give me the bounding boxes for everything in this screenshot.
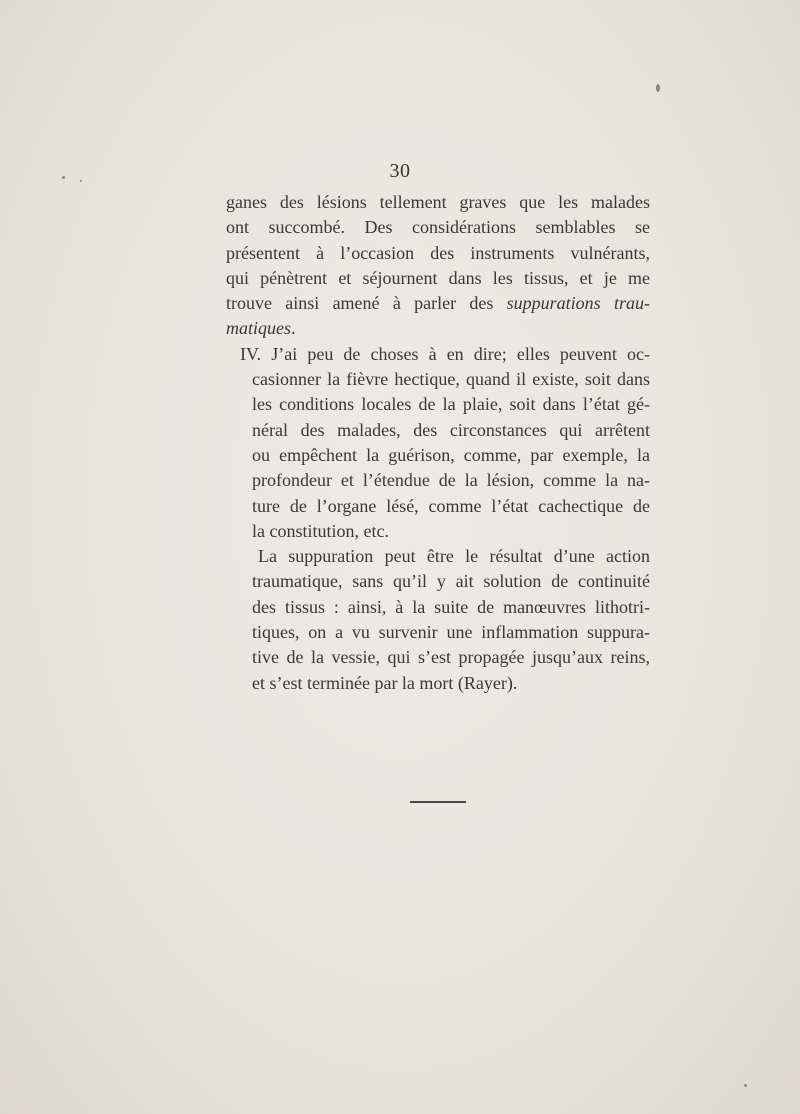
paragraph-3 [226,544,650,696]
text-line: trouve ainsi amené à parler des suppurations trau- [226,293,650,314]
text-line: qui pénètrent et séjournent dans les tissus, et je me [226,267,650,288]
paper-speck [656,84,660,92]
text-line: présentent à l’occasion des instruments vulnérants, [226,242,650,263]
text-line: IV. J’ai peu de choses à en dire; elles peuvent oc- [240,343,650,364]
body-text [226,190,650,696]
text-line: traumatique, sans qu’il y ait solution de continuité [252,571,650,592]
text-line: ganes des lésions tellement graves que les malades [226,192,650,212]
text-line: tiques, on a vu survenir une inflammation suppura- [252,622,650,643]
text-line: profondeur et l’étendue de la lésion, comme la na- [252,470,650,491]
text-line: ou empêchent la guérison, comme, par exemple, la [252,444,650,465]
paragraph-1 [226,190,650,342]
paper-speck [744,1084,747,1087]
text-line: casionner la fièvre hectique, quand il existe, soit dans [252,369,650,390]
text-line: des tissus : ainsi, à la suite de manœuvres lithotri- [252,596,650,617]
text-line: La suppuration peut être le résultat d’une action [258,546,650,567]
section-end-rule [410,801,466,803]
text-line: ont succombé. Des considérations semblables se [226,217,650,238]
text-line: matiques. [226,318,296,339]
text-line: tive de la vessie, qui s’est propagée jusqu’aux reins, [252,647,650,668]
text-line: ture de l’organe lésé, comme l’état cachectique de [252,495,650,516]
paragraph-2 [226,342,650,544]
paper-speck [62,176,65,179]
page-number: 30 [389,160,411,182]
text-line: la constitution, etc. [252,520,389,541]
text-line: les conditions locales de la plaie, soit dans l’état gé- [252,394,650,415]
text-line: néral des malades, des circonstances qui arrêtent [252,419,650,440]
paper-speck [80,180,82,182]
text-line: et s’est terminée par la mort (Rayer). [252,672,518,693]
